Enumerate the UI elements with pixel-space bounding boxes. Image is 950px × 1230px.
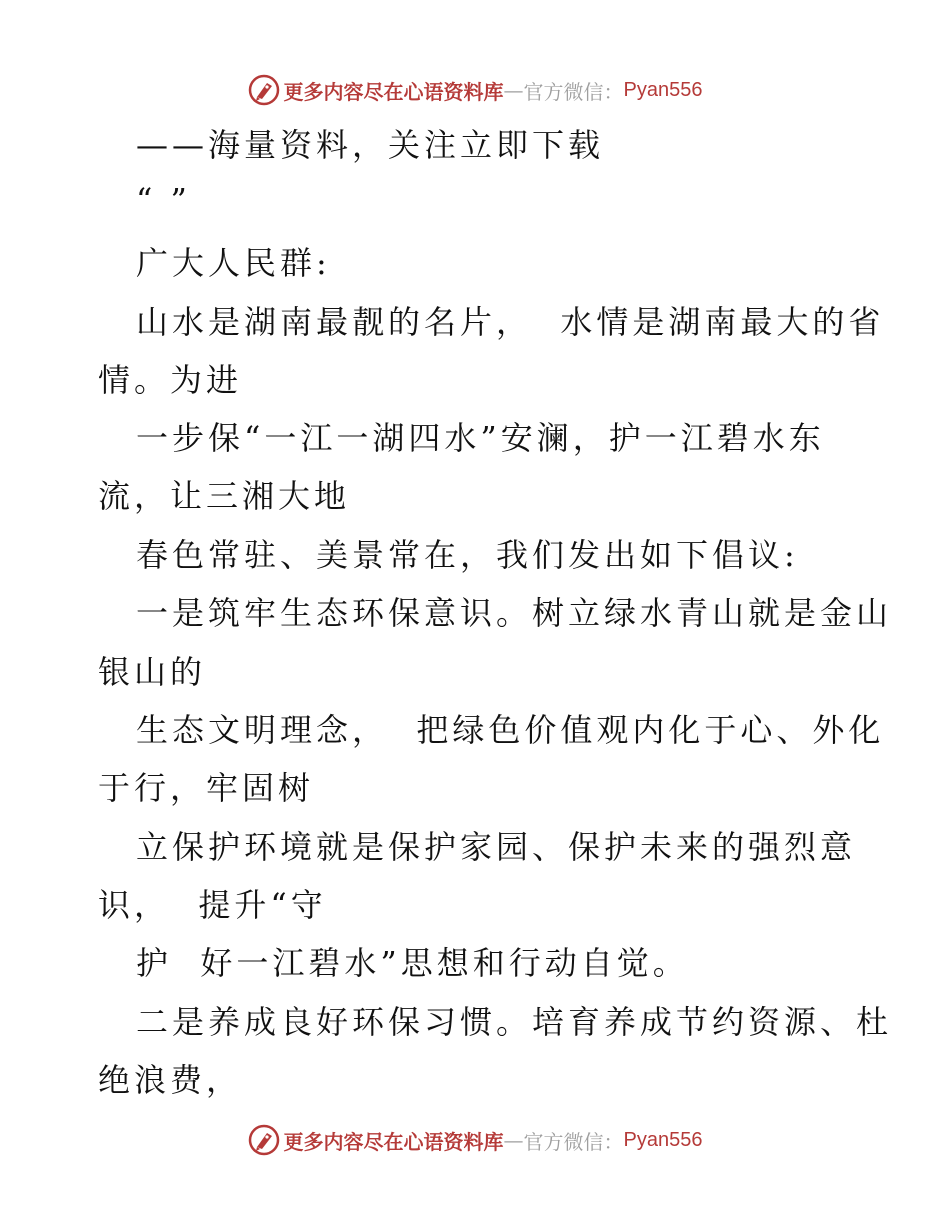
wechat-id: Pyan556 bbox=[623, 1128, 703, 1151]
banner-separator: — bbox=[503, 1128, 524, 1152]
site-name: 更多内容尽在心语资料库 bbox=[283, 1129, 504, 1154]
pen-nib-logo-icon bbox=[248, 74, 280, 106]
text-line: 二是养成良好环保习惯。培育养成节约资源、杜 bbox=[136, 1003, 893, 1041]
wechat-label: 官方微信： bbox=[523, 79, 624, 104]
text-line: 于行，牢固树 bbox=[98, 769, 315, 807]
text-line: 流，让三湘大地 bbox=[98, 477, 351, 515]
text-line: 广大人民群: bbox=[136, 244, 331, 282]
pen-nib-logo-icon bbox=[248, 1124, 280, 1156]
text-line: 情。为进 bbox=[98, 361, 243, 399]
wechat-label: 官方微信： bbox=[523, 1129, 624, 1154]
wechat-id: Pyan556 bbox=[623, 78, 703, 101]
text-line: 护 好一江碧水”思想和行动自觉。 bbox=[136, 944, 689, 982]
site-name: 更多内容尽在心语资料库 bbox=[283, 79, 504, 104]
text-line: ——海量资料，关注立即下载 bbox=[136, 126, 605, 164]
text-line: “ ” bbox=[136, 181, 191, 219]
footer-banner bbox=[0, 1120, 950, 1160]
banner-separator: — bbox=[503, 78, 524, 102]
text-line: 春色常驻、美景常在，我们发出如下倡议: bbox=[136, 536, 799, 574]
text-line: 山水是湖南最靓的名片， 水情是湖南最大的省 bbox=[136, 303, 885, 341]
text-line: 一步保“一江一湖四水”安澜，护一江碧水东 bbox=[136, 419, 825, 457]
text-line: 一是筑牢生态环保意识。树立绿水青山就是金山 bbox=[136, 594, 893, 632]
text-line: 立保护环境就是保护家园、保护未来的强烈意 bbox=[136, 828, 857, 866]
text-line: 银山的 bbox=[98, 653, 207, 691]
header-banner bbox=[0, 70, 950, 110]
text-line: 生态文明理念， 把绿色价值观内化于心、外化 bbox=[136, 711, 885, 749]
text-line: 识， 提升“守 bbox=[98, 886, 327, 924]
text-line: 绝浪费， bbox=[98, 1061, 243, 1099]
